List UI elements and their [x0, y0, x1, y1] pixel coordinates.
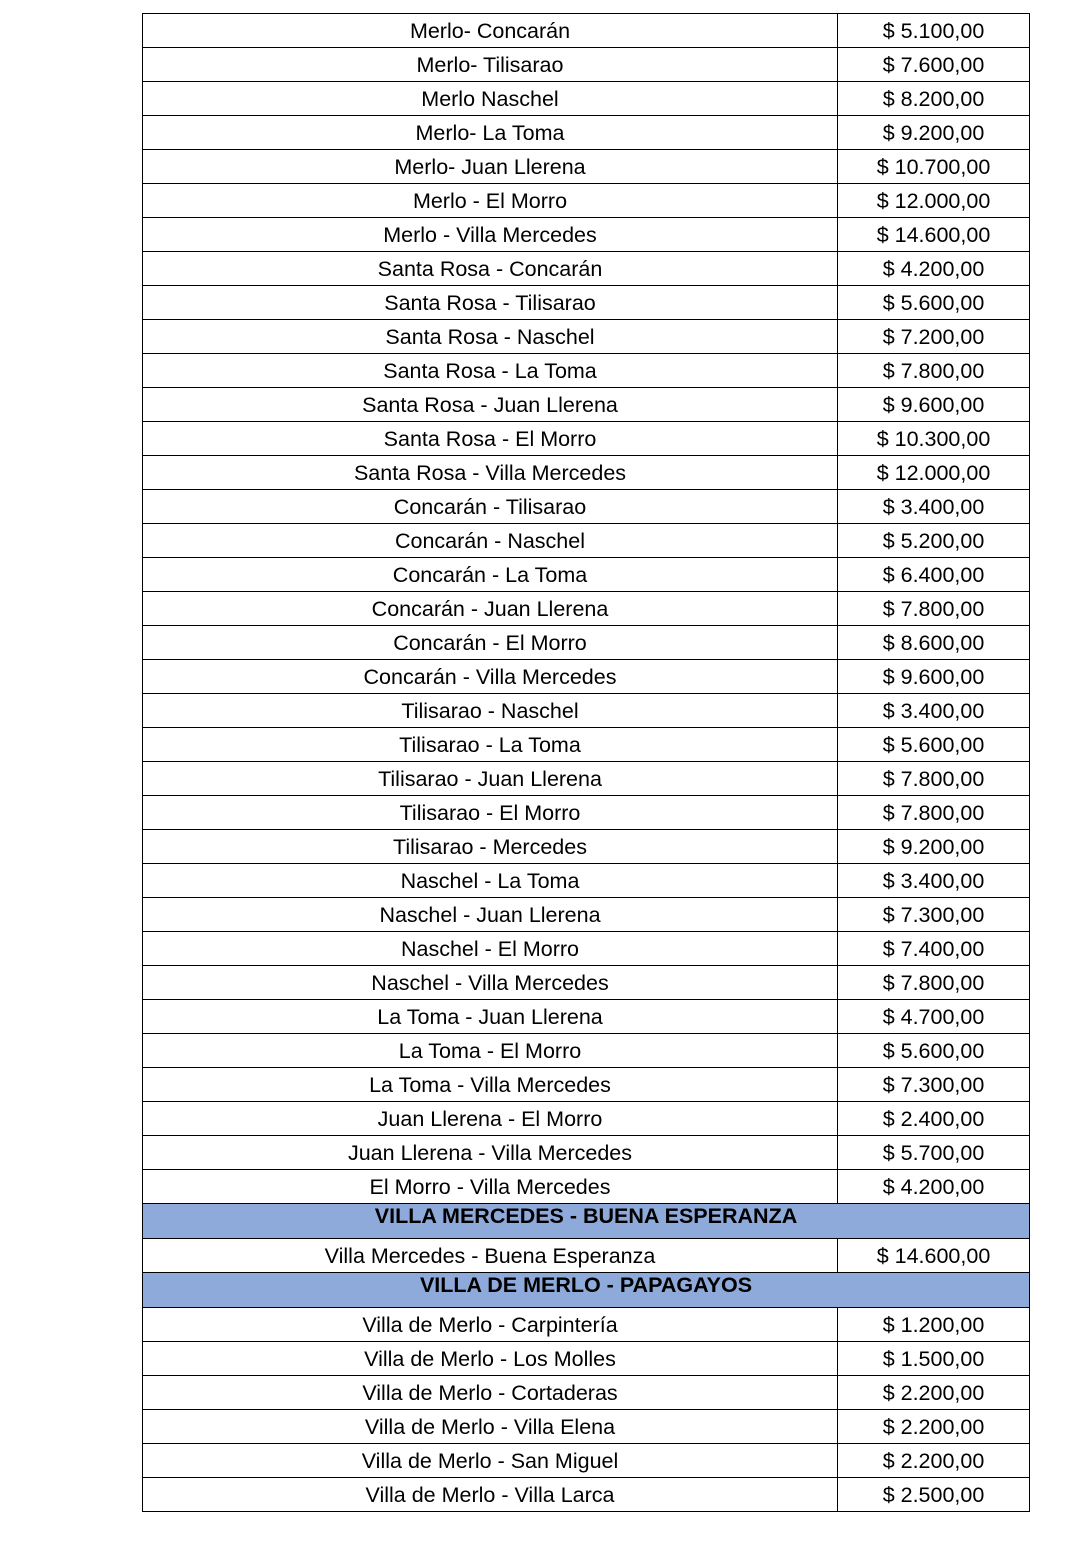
route-cell: Merlo- La Toma [143, 116, 838, 150]
table-row [143, 626, 1030, 660]
route-cell: Villa de Merlo - Villa Larca [143, 1478, 838, 1512]
price-cell: $ 9.200,00 [838, 116, 1030, 150]
table-row [143, 864, 1030, 898]
price-cell: $ 14.600,00 [838, 1239, 1030, 1273]
route-cell: Santa Rosa - Concarán [143, 252, 838, 286]
route-cell: Naschel - La Toma [143, 864, 838, 898]
price-cell: $ 7.300,00 [838, 898, 1030, 932]
table-row [143, 1478, 1030, 1512]
table-row [143, 14, 1030, 48]
section-title: VILLA DE MERLO - PAPAGAYOS [143, 1273, 1030, 1308]
price-cell: $ 7.800,00 [838, 966, 1030, 1000]
price-cell: $ 5.100,00 [838, 14, 1030, 48]
price-cell: $ 4.200,00 [838, 252, 1030, 286]
route-cell: Tilisarao - Juan Llerena [143, 762, 838, 796]
table-row [143, 762, 1030, 796]
route-cell: Villa Mercedes - Buena Esperanza [143, 1239, 838, 1273]
route-cell: La Toma - El Morro [143, 1034, 838, 1068]
table-row [143, 422, 1030, 456]
price-cell: $ 2.200,00 [838, 1444, 1030, 1478]
fare-table-body [143, 14, 1030, 1512]
price-cell: $ 9.600,00 [838, 388, 1030, 422]
route-cell: Santa Rosa - Tilisarao [143, 286, 838, 320]
route-cell: Villa de Merlo - Los Molles [143, 1342, 838, 1376]
price-cell: $ 2.200,00 [838, 1376, 1030, 1410]
table-row [143, 558, 1030, 592]
table-row [143, 1034, 1030, 1068]
table-row [143, 1000, 1030, 1034]
price-cell: $ 14.600,00 [838, 218, 1030, 252]
price-cell: $ 5.600,00 [838, 1034, 1030, 1068]
table-row [143, 694, 1030, 728]
table-row [143, 1410, 1030, 1444]
table-row [143, 388, 1030, 422]
table-row [143, 830, 1030, 864]
route-cell: Concarán - La Toma [143, 558, 838, 592]
route-cell: Concarán - Naschel [143, 524, 838, 558]
price-cell: $ 7.400,00 [838, 932, 1030, 966]
price-cell: $ 5.600,00 [838, 286, 1030, 320]
table-row [143, 320, 1030, 354]
route-cell: Santa Rosa - La Toma [143, 354, 838, 388]
route-cell: La Toma - Villa Mercedes [143, 1068, 838, 1102]
route-cell: Tilisarao - Mercedes [143, 830, 838, 864]
table-row [143, 286, 1030, 320]
table-row [143, 150, 1030, 184]
route-cell: Juan Llerena - Villa Mercedes [143, 1136, 838, 1170]
price-cell: $ 5.200,00 [838, 524, 1030, 558]
table-row [143, 218, 1030, 252]
table-row [143, 966, 1030, 1000]
route-cell: Tilisarao - La Toma [143, 728, 838, 762]
table-row [143, 1102, 1030, 1136]
route-cell: Villa de Merlo - Carpintería [143, 1308, 838, 1342]
price-cell: $ 3.400,00 [838, 694, 1030, 728]
table-row [143, 116, 1030, 150]
route-cell: Naschel - Juan Llerena [143, 898, 838, 932]
route-cell: Santa Rosa - Naschel [143, 320, 838, 354]
table-row [143, 82, 1030, 116]
route-cell: La Toma - Juan Llerena [143, 1000, 838, 1034]
price-cell: $ 3.400,00 [838, 864, 1030, 898]
route-cell: Concarán - Juan Llerena [143, 592, 838, 626]
price-cell: $ 7.800,00 [838, 354, 1030, 388]
price-cell: $ 2.400,00 [838, 1102, 1030, 1136]
route-cell: Merlo- Concarán [143, 14, 838, 48]
route-cell: Concarán - El Morro [143, 626, 838, 660]
table-row [143, 592, 1030, 626]
price-cell: $ 5.600,00 [838, 728, 1030, 762]
route-cell: Naschel - El Morro [143, 932, 838, 966]
price-cell: $ 12.000,00 [838, 456, 1030, 490]
table-row [143, 1308, 1030, 1342]
route-cell: Merlo- Tilisarao [143, 48, 838, 82]
route-cell: Merlo- Juan Llerena [143, 150, 838, 184]
route-cell: Tilisarao - Naschel [143, 694, 838, 728]
table-row [143, 728, 1030, 762]
table-row [143, 252, 1030, 286]
price-cell: $ 8.600,00 [838, 626, 1030, 660]
price-cell: $ 10.300,00 [838, 422, 1030, 456]
table-row [143, 48, 1030, 82]
route-cell: Santa Rosa - Juan Llerena [143, 388, 838, 422]
price-cell: $ 4.200,00 [838, 1170, 1030, 1204]
price-cell: $ 8.200,00 [838, 82, 1030, 116]
table-row [143, 1239, 1030, 1273]
route-cell: Concarán - Tilisarao [143, 490, 838, 524]
price-cell: $ 1.200,00 [838, 1308, 1030, 1342]
section-header-villa-de-merlo-papagayos [143, 1273, 1030, 1308]
fare-table [142, 13, 1030, 1512]
table-row [143, 1068, 1030, 1102]
route-cell: Merlo - Villa Mercedes [143, 218, 838, 252]
route-cell: Santa Rosa - Villa Mercedes [143, 456, 838, 490]
price-cell: $ 9.600,00 [838, 660, 1030, 694]
table-row [143, 932, 1030, 966]
table-row [143, 796, 1030, 830]
price-cell: $ 7.800,00 [838, 762, 1030, 796]
route-cell: Juan Llerena - El Morro [143, 1102, 838, 1136]
route-cell: Naschel - Villa Mercedes [143, 966, 838, 1000]
section-header-villa-mercedes-buena-esperanza [143, 1204, 1030, 1239]
route-cell: Tilisarao - El Morro [143, 796, 838, 830]
table-row [143, 660, 1030, 694]
price-cell: $ 6.400,00 [838, 558, 1030, 592]
price-cell: $ 7.300,00 [838, 1068, 1030, 1102]
section-title: VILLA MERCEDES - BUENA ESPERANZA [143, 1204, 1030, 1239]
route-cell: Villa de Merlo - San Miguel [143, 1444, 838, 1478]
route-cell: Villa de Merlo - Villa Elena [143, 1410, 838, 1444]
price-cell: $ 7.200,00 [838, 320, 1030, 354]
table-row [143, 898, 1030, 932]
price-cell: $ 7.600,00 [838, 48, 1030, 82]
price-cell: $ 1.500,00 [838, 1342, 1030, 1376]
route-cell: Villa de Merlo - Cortaderas [143, 1376, 838, 1410]
table-row [143, 354, 1030, 388]
table-row [143, 184, 1030, 218]
price-cell: $ 7.800,00 [838, 592, 1030, 626]
price-cell: $ 12.000,00 [838, 184, 1030, 218]
table-row [143, 1136, 1030, 1170]
price-cell: $ 2.200,00 [838, 1410, 1030, 1444]
route-cell: Merlo - El Morro [143, 184, 838, 218]
route-cell: Santa Rosa - El Morro [143, 422, 838, 456]
price-cell: $ 10.700,00 [838, 150, 1030, 184]
price-cell: $ 5.700,00 [838, 1136, 1030, 1170]
table-row [143, 1444, 1030, 1478]
price-cell: $ 3.400,00 [838, 490, 1030, 524]
table-row [143, 1342, 1030, 1376]
price-cell: $ 7.800,00 [838, 796, 1030, 830]
price-cell: $ 4.700,00 [838, 1000, 1030, 1034]
table-row [143, 1376, 1030, 1410]
table-row [143, 456, 1030, 490]
route-cell: Merlo Naschel [143, 82, 838, 116]
price-cell: $ 2.500,00 [838, 1478, 1030, 1512]
price-cell: $ 9.200,00 [838, 830, 1030, 864]
route-cell: Concarán - Villa Mercedes [143, 660, 838, 694]
table-row [143, 490, 1030, 524]
route-cell: El Morro - Villa Mercedes [143, 1170, 838, 1204]
table-row [143, 524, 1030, 558]
table-row [143, 1170, 1030, 1204]
